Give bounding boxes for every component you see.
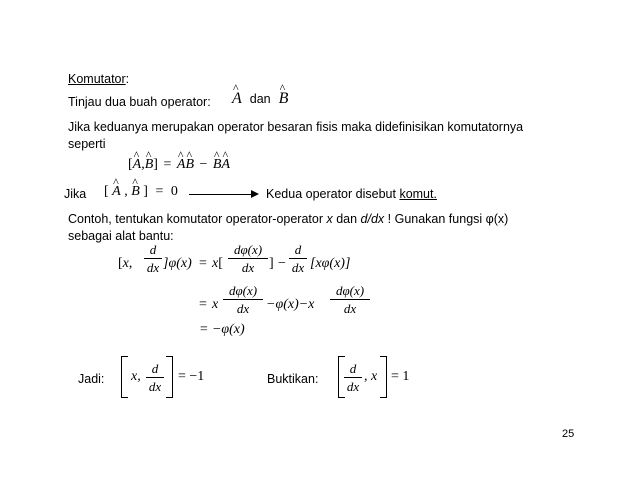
heading-colon: : bbox=[125, 72, 130, 86]
conclusion-left-bracket bbox=[121, 356, 128, 398]
proof-label: Buktikan: bbox=[267, 372, 319, 386]
conclusion-x: x, bbox=[131, 369, 141, 384]
eq-a1: ^ A bbox=[133, 157, 142, 173]
deriv-r2-mid: −φ(x)−x bbox=[266, 297, 315, 312]
deriv-r1-frac-ddx-2: d dx bbox=[289, 242, 307, 275]
intro-line bbox=[68, 95, 211, 109]
deriv-r1-eq: = bbox=[199, 256, 207, 271]
deriv-r1-minus: − bbox=[278, 256, 286, 271]
conclusion-rhs: = −1 bbox=[178, 369, 205, 384]
intro-operators bbox=[232, 90, 288, 108]
deriv-r2-frac-2: dφ(x) dx bbox=[330, 283, 370, 316]
proof-rhs: = 1 bbox=[391, 369, 410, 384]
zero-case-equation: [ ^ A , ^ B ] = 0 bbox=[104, 184, 178, 200]
intro-text: Tinjau dua buah operator: bbox=[68, 95, 211, 109]
implies-arrow-icon bbox=[189, 194, 257, 195]
deriv-r1-close: ] bbox=[269, 256, 274, 271]
proof-frac: d dx bbox=[344, 361, 362, 394]
conclusion-right-bracket bbox=[166, 356, 173, 398]
proof-x: , x bbox=[364, 369, 378, 384]
deriv-r1-lhs-open: [x, bbox=[118, 256, 133, 271]
definition-line-1: Jika keduanya merupakan operator besaran fisis maka didefinisikan komutatornya bbox=[68, 120, 524, 134]
example-line-2: sebagai alat bantu: bbox=[68, 229, 174, 243]
eq-b1: ^ B bbox=[145, 157, 154, 173]
heading-text: Komutator bbox=[68, 72, 126, 86]
page-number: 25 bbox=[562, 428, 575, 440]
deriv-r1-x: x[ bbox=[212, 256, 223, 271]
deriv-r3: = −φ(x) bbox=[199, 322, 245, 337]
deriv-r1-frac-dphi: dφ(x) dx bbox=[228, 242, 268, 275]
deriv-r1-last: [xφ(x)] bbox=[310, 256, 351, 271]
zero-case-result: Kedua operator disebut komut. bbox=[266, 187, 437, 201]
conclusion-frac: d dx bbox=[146, 361, 164, 394]
proof-right-bracket bbox=[380, 356, 387, 398]
deriv-r2-frac-1: dφ(x) dx bbox=[223, 283, 263, 316]
deriv-r2-x1: x bbox=[212, 297, 219, 312]
intro-and: dan bbox=[249, 92, 271, 106]
term-komut: komut. bbox=[399, 187, 437, 201]
zero-case-label: Jika bbox=[64, 187, 87, 201]
heading bbox=[68, 72, 129, 86]
definition-line-2: seperti bbox=[68, 137, 106, 151]
deriv-r1-frac-ddx: d dx bbox=[144, 242, 162, 275]
deriv-r1-lhs-close: ]φ(x) bbox=[163, 256, 192, 271]
example-line-1: Contoh, tentukan komutator operator-operator x dan d/dx ! Gunakan fungsi φ(x) bbox=[68, 212, 509, 226]
operator-b: ^ B bbox=[279, 90, 289, 108]
conclusion-label: Jadi: bbox=[78, 372, 105, 386]
deriv-r2-eq: = bbox=[199, 297, 207, 312]
operator-a: ^ A bbox=[232, 90, 242, 108]
commutator-equation: [^ A,^ B] = ^ A^ B − ^ B^ A bbox=[128, 157, 230, 173]
